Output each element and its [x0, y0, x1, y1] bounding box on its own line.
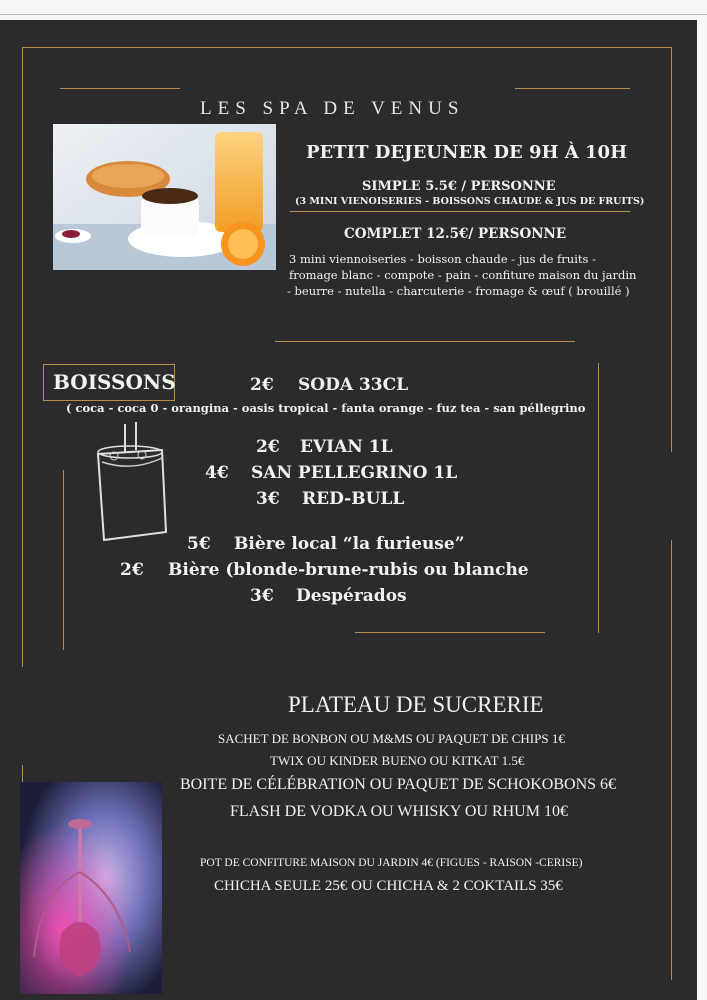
drink-3-price: 3€ — [256, 489, 280, 509]
drinks-header — [43, 364, 175, 401]
soda-price: 2€ — [250, 375, 274, 395]
beer-3-name: Despérados — [296, 586, 407, 606]
sweets-line-3: BOITE DE CÉLÉBRATION OU PAQUET DE SCHOKOBONS 6€ — [180, 776, 617, 793]
beer-1-price: 5€ — [187, 534, 211, 554]
sweets-line-4: FLASH DE VODKA OU WHISKY OU RHUM 10€ — [230, 803, 568, 820]
title-rule-left — [60, 88, 180, 89]
simple-rule — [290, 211, 630, 212]
beer-1-name: Bière local “la furieuse” — [234, 534, 465, 554]
sweets-line-1: SACHET DE BONBON OU M&MS OU PAQUET DE CHIPS 1€ — [218, 731, 565, 746]
title-rule-right — [515, 88, 630, 89]
drinks-bottom-rule — [355, 632, 545, 633]
soda-name: SODA 33CL — [298, 375, 409, 395]
page-title: LES SPA DE VENUS — [200, 98, 465, 119]
menu-page — [0, 20, 697, 1000]
sweets-line-2: TWIX OU KINDER BUENO OU KITKAT 1.5€ — [270, 753, 525, 768]
drink-glass-illustration — [92, 422, 172, 542]
drink-1-price: 2€ — [256, 437, 280, 457]
drink-2-price: 4€ — [205, 463, 229, 483]
frame-right-upper — [671, 47, 672, 452]
breakfast-title: PETIT DEJEUNER DE 9H À 10H — [306, 142, 628, 163]
complet-label: COMPLET 12.5€/ PERSONNE — [344, 226, 567, 242]
soda-list: ( coca - coca 0 - orangina - oasis tropical - fanta orange - fuz tea - san péllegrino — [66, 401, 586, 415]
drinks-left-rule — [63, 470, 64, 650]
drink-3-name: RED-BULL — [302, 489, 405, 509]
drink-2-name: SAN PELLEGRINO 1L — [251, 463, 458, 483]
jam-line: POT DE CONFITURE MAISON DU JARDIN 4€ (FIGUES - RAISON -CERISE) — [200, 857, 583, 869]
simple-label: SIMPLE 5.5€ / PERSONNE — [362, 179, 556, 194]
drink-1-name: EVIAN 1L — [300, 437, 393, 457]
frame-right-lower — [671, 540, 672, 980]
chicha-line: CHICHA SEULE 25€ OU CHICHA & 2 COKTAILS 35€ — [214, 878, 563, 894]
breakfast-photo — [53, 124, 276, 270]
beer-2-price: 2€ — [120, 560, 144, 580]
complet-line-3: - beurre - nutella - charcuterie - fromage & œuf ( brouillé ) — [287, 284, 630, 298]
hookah-photo — [20, 782, 162, 994]
frame-left — [22, 47, 23, 667]
drinks-right-rule — [598, 363, 599, 633]
drinks-title: BOISSONS — [53, 370, 176, 394]
beer-2-name: Bière (blonde-brune-rubis ou blanche — [168, 560, 529, 580]
complet-line-1: 3 mini viennoiseries - boisson chaude - jus de fruits - — [289, 252, 596, 266]
simple-detail: (3 MINI VIENOISERIES - BOISSONS CHAUDE & JUS DE FRUITS) — [295, 196, 645, 207]
breakfast-rule — [275, 341, 575, 342]
complet-line-2: fromage blanc - compote - pain - confiture maison du jardin — [289, 268, 637, 282]
scan-top-edge — [0, 14, 707, 15]
sweets-title: PLATEAU DE SUCRERIE — [288, 692, 544, 717]
frame-top — [22, 47, 672, 48]
beer-3-price: 3€ — [250, 586, 274, 606]
